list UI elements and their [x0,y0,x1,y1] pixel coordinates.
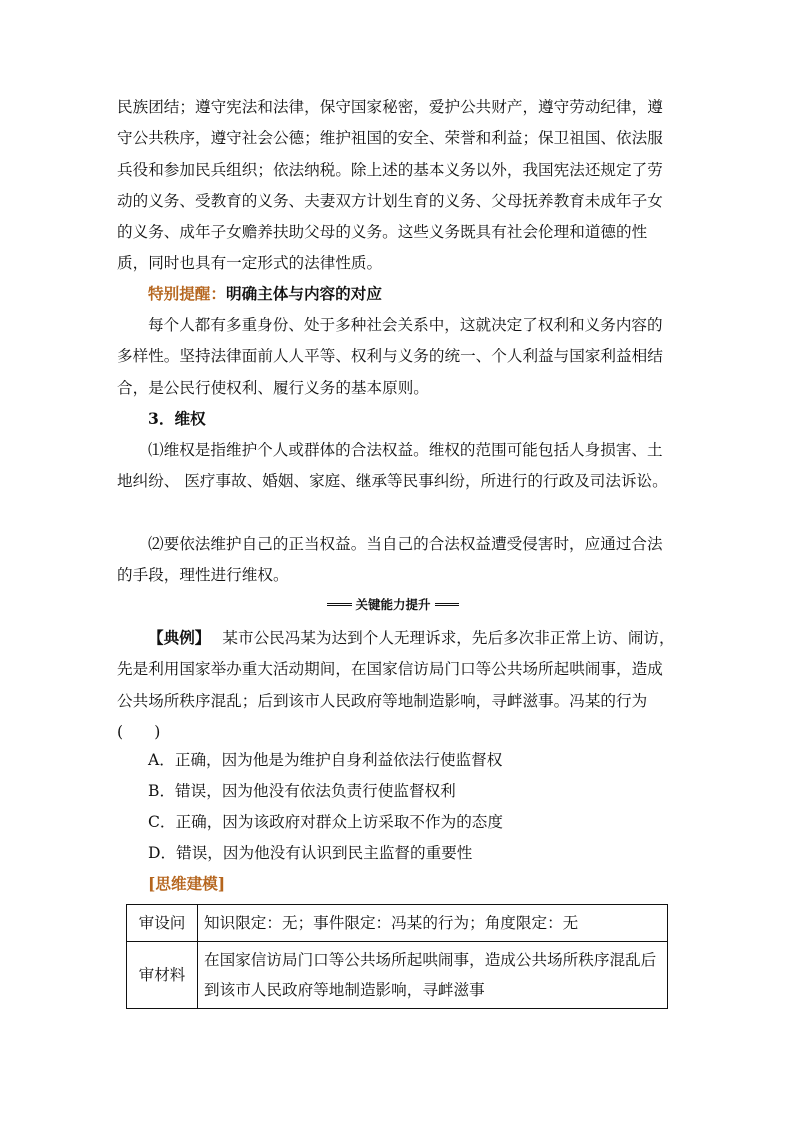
example-paragraph [117,622,677,748]
special-note-title: 明确主体与内容的对应 [225,284,382,303]
banner-rule-left [327,603,352,606]
banner-rule-right [435,603,460,606]
intro-paragraph: 民族团结；遵守宪法和法律，保守国家秘密，爱护公共财产，遵守劳动纪律，遵守公共秩序，遵守社会公德；维护祖国的安全、荣誉和利益；保卫祖国、依法服兵役和参加民兵组织；依法纳税。除上述的基本义务以外，我国宪法还规定了劳动的义务、受教育的义务、夫妻双方计划生育的义务、父母抚养教育未成年子女的义务、成年子女赡养扶助父母的义务。这些义务既具有社会伦理和道德的性质，同时也具有一定形式的法律性质。 [117,98,663,273]
special-note-heading [148,284,382,304]
table-row-head: 审材料 [127,942,198,1009]
option-d: D．错误，因为他没有认识到民主监督的重要性 [148,844,473,862]
key-ability-banner [327,594,459,614]
table-row-head: 审设问 [127,905,198,942]
table-row [127,905,668,942]
section3-heading: 3．维权 [148,409,206,428]
section3-item1: ⑴维权是指维护个人或群体的合法权益。维权的范围可能包括人身损害、土地纠纷、 医疗事故、婚姻、家庭、继承等民事纠纷，所进行的行政及司法诉讼。 [117,441,668,491]
special-note-label: 特别提醒： [148,284,226,303]
thinking-model-table [126,904,668,1009]
table-row-body: 知识限定：无；事件限定：冯某的行为；角度限定：无 [198,905,668,942]
thinking-model-label: [思维建模] [148,874,226,893]
special-note-body: 每个人都有多重身份、处于多种社会关系中，这就决定了权利和义务内容的多样性。坚持法律面前人人平等、权利与义务的统一、个人利益与国家利益相结合，是公民行使权利、履行义务的基本原则。 [117,316,663,397]
example-label: 【典例】 [148,628,211,647]
option-a: A．正确，因为他是为维护自身利益依法行使监督权 [148,751,503,769]
section3-item2: ⑵要依法维护自己的正当权益。当自己的合法权益遭受侵害时，应通过合法的手段，理性进行维权。 [117,535,663,585]
option-b: B．错误，因为他没有依法负责行使监督权利 [148,782,456,800]
table-row [127,942,668,1009]
banner-label: 关键能力提升 [355,597,431,612]
table-row-body: 在国家信访局门口等公共场所起哄闹事，造成公共场所秩序混乱后到该市人民政府等地制造影响，寻衅滋事 [198,942,668,1009]
option-c: C．正确，因为该政府对群众上访采取不作为的态度 [148,813,503,831]
example-stem: 某市公民冯某为达到个人无理诉求，先后多次非正常上访、闹访，先是利用国家举办重大活动期间，在国家信访局门口等公共场所起哄闹事，造成公共场所秩序混乱；后到该市人民政府等地制造影响，寻衅滋事。冯某的行为( ) [117,629,675,741]
